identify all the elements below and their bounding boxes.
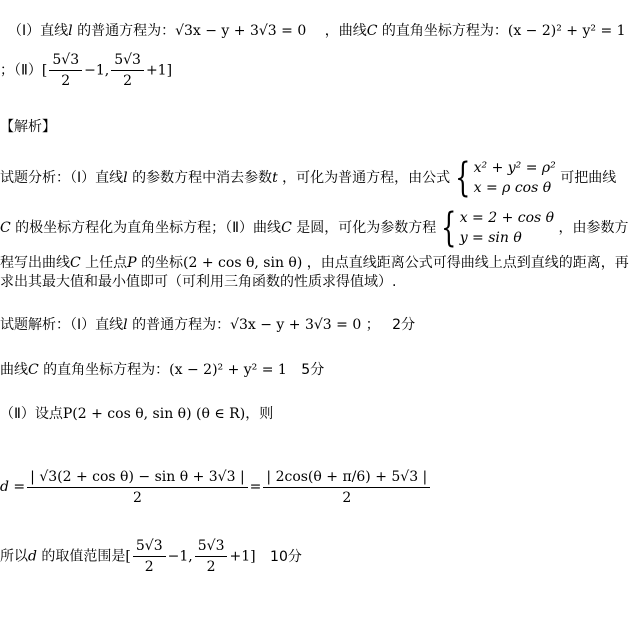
analysis-text-5: 的极坐标方程化为直角坐标方程；（Ⅱ）曲线 bbox=[15, 220, 282, 236]
fraction-numerator: 5√3 bbox=[49, 50, 82, 71]
solution-line-1 bbox=[0, 316, 415, 334]
fraction-denominator: 2 bbox=[132, 489, 142, 506]
score-5: 5分 bbox=[301, 362, 325, 378]
left-brace-icon: { bbox=[441, 205, 457, 251]
solution-line-2 bbox=[0, 361, 324, 379]
jiexi-heading: 【解析】 bbox=[0, 119, 56, 135]
fraction-numerator: 5√3 bbox=[195, 536, 228, 557]
var-C: C bbox=[28, 362, 39, 378]
equals-sign: = bbox=[249, 479, 262, 495]
answer-curve-prefix: ，曲线 bbox=[324, 23, 367, 39]
parametric-row-1: x = 2 + cos θ bbox=[459, 210, 555, 226]
solution-text-1: 试题解析：（Ⅰ）直线 bbox=[0, 317, 124, 333]
range-lower-fraction bbox=[133, 536, 166, 577]
fraction-denominator: 2 bbox=[342, 489, 352, 506]
line-equation: √3x − y + 3√3 = 0 bbox=[175, 23, 307, 39]
analysis-text-10: 的坐标 bbox=[141, 255, 184, 271]
parametric-system bbox=[460, 208, 554, 248]
analysis-text-11: ，由点直线距离公式可得曲线上点到直线的距离，再 bbox=[306, 255, 629, 271]
var-t: t bbox=[272, 170, 278, 186]
analysis-text-8: 程写出曲线 bbox=[0, 255, 70, 271]
solution-text-4: 所以 bbox=[0, 548, 28, 565]
analysis-text-9: 上任点 bbox=[85, 255, 128, 271]
fraction-numerator: 5√3 bbox=[133, 536, 166, 557]
solution-line-3 bbox=[0, 405, 273, 423]
answer-part1-text: 的普通方程为： bbox=[77, 23, 176, 39]
answer-curve-text: 的直角坐标方程为： bbox=[381, 23, 508, 39]
var-P: P bbox=[127, 255, 137, 271]
fraction-denominator: 2 bbox=[206, 559, 216, 575]
range-minus-one: −1, bbox=[84, 62, 110, 79]
solution-text-2b: 的直角坐标方程为： bbox=[43, 362, 170, 378]
var-l: l bbox=[123, 170, 128, 186]
range-open-bracket: [ bbox=[41, 62, 48, 79]
solution-text-3-end: ，则 bbox=[245, 406, 274, 422]
solution-text-4b: 的取值范围是 bbox=[41, 548, 126, 565]
range-upper-fraction bbox=[111, 50, 144, 91]
fraction-denominator: 2 bbox=[123, 73, 133, 89]
curve-equation: (x − 2)² + y² = 1 bbox=[507, 23, 626, 39]
fraction-numerator: | √3(2 + cos θ) − sin θ + 3√3 | bbox=[27, 467, 248, 488]
range-plus-one: +1] bbox=[145, 62, 173, 79]
analysis-text-7: ，由参数方 bbox=[558, 220, 629, 236]
answer-line-1 bbox=[8, 22, 626, 40]
score-10: 10分 bbox=[270, 548, 302, 565]
analysis-line-4: 求出其最大值和最小值即可（可利用三角函数的性质求得值域）. bbox=[0, 274, 397, 290]
point-P-definition: P(2 + cos θ, sin θ) bbox=[62, 406, 192, 422]
analysis-text-6: 是圆，可化为参数方程 bbox=[296, 220, 437, 236]
analysis-line-3 bbox=[0, 254, 629, 272]
fraction-denominator: 2 bbox=[144, 559, 154, 575]
analysis-text-1: 试题分析：（Ⅰ）直线 bbox=[0, 170, 124, 186]
left-brace-icon: { bbox=[455, 155, 471, 201]
fraction-numerator: 5√3 bbox=[111, 50, 144, 71]
answer-part2-label: ；（Ⅱ） bbox=[0, 62, 42, 79]
fraction-denominator: 2 bbox=[61, 73, 71, 89]
var-C: C bbox=[366, 23, 378, 39]
analysis-line-1 bbox=[0, 156, 616, 200]
analysis-text-2: 的参数方程中消去参数 bbox=[132, 170, 273, 186]
solution-curve-equation: (x − 2)² + y² = 1 bbox=[169, 362, 287, 378]
range-lower-fraction bbox=[49, 50, 82, 91]
theta-condition: (θ ∈ R) bbox=[196, 406, 246, 422]
var-l: l bbox=[68, 23, 73, 39]
fraction-numerator: | 2cos(θ + π/6) + 5√3 | bbox=[263, 467, 430, 488]
solution-text-2: 曲线 bbox=[0, 362, 28, 378]
answer-line-2 bbox=[0, 50, 172, 91]
var-C: C bbox=[70, 255, 81, 271]
var-l: l bbox=[123, 317, 128, 333]
answer-part1-label: （Ⅰ）直线 bbox=[8, 23, 69, 39]
distance-fraction-1 bbox=[27, 467, 248, 508]
point-coordinates: (2 + cos θ, sin θ) bbox=[183, 255, 303, 271]
solution-separator: ； bbox=[365, 317, 380, 333]
polar-formula-row-2: x = ρ cos θ bbox=[473, 180, 552, 196]
var-C: C bbox=[281, 220, 292, 236]
range-plus-one: +1] bbox=[229, 548, 256, 565]
polar-formula-system bbox=[474, 158, 556, 198]
distance-fraction-2 bbox=[263, 467, 430, 508]
solution-text-1b: 的普通方程为： bbox=[132, 317, 231, 333]
range-open-bracket: [ bbox=[125, 548, 131, 565]
solution-text-3: （Ⅱ）设点 bbox=[0, 406, 63, 422]
distance-lhs: d = bbox=[0, 479, 26, 495]
polar-formula-row-1: x² + y² = ρ² bbox=[473, 160, 556, 176]
var-C: C bbox=[0, 220, 11, 236]
analysis-text-4: 可把曲线 bbox=[560, 170, 617, 186]
solution-line-equation: √3x − y + 3√3 = 0 bbox=[230, 317, 362, 333]
range-upper-fraction bbox=[195, 536, 228, 577]
solution-line-final bbox=[0, 536, 302, 577]
score-2: 2分 bbox=[392, 317, 416, 333]
range-minus-one: −1, bbox=[167, 548, 193, 565]
analysis-text-3: ，可化为普通方程，由公式 bbox=[282, 170, 451, 186]
var-d: d bbox=[28, 548, 37, 565]
distance-formula bbox=[0, 462, 432, 512]
parametric-row-2: y = sin θ bbox=[459, 230, 522, 246]
analysis-line-2 bbox=[0, 206, 629, 250]
